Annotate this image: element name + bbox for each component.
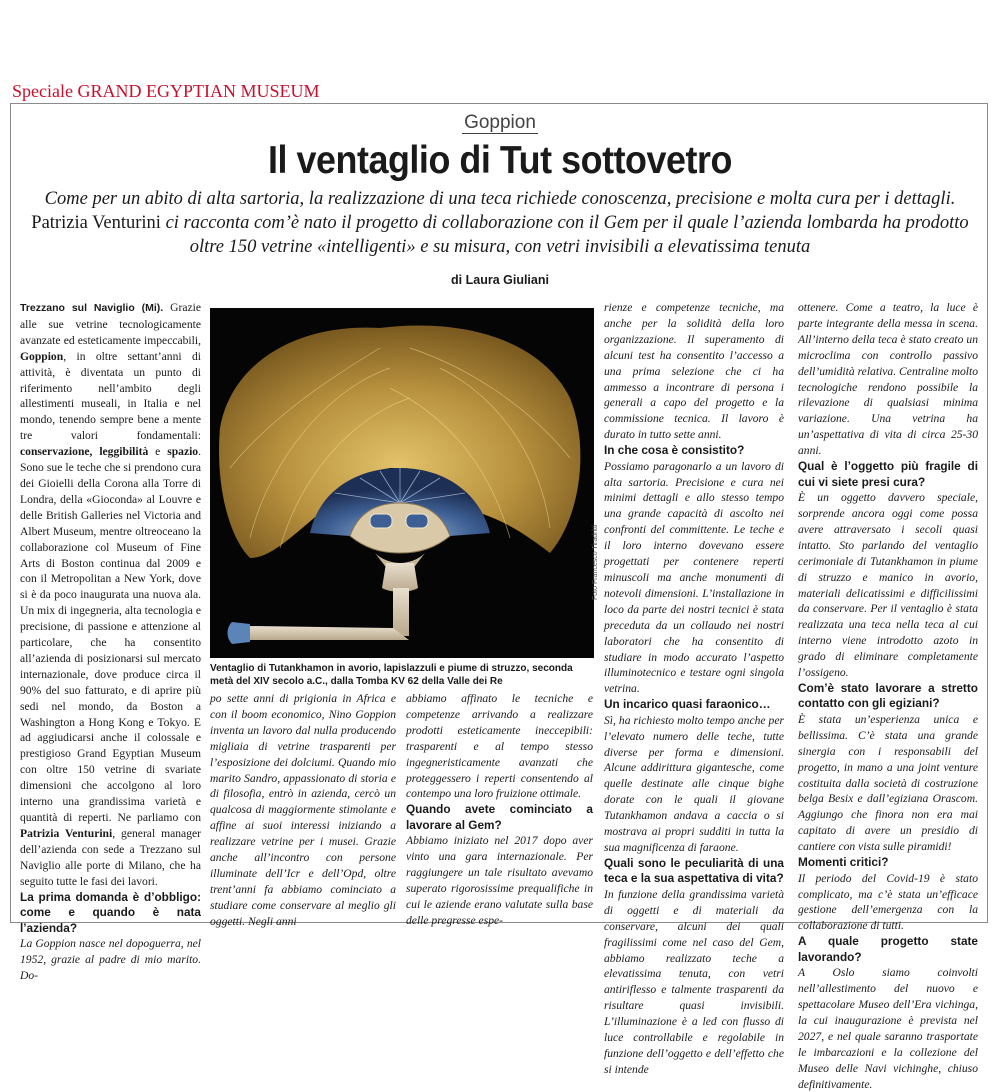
answer-1-end: abbiamo affinato le tecniche e competenze arrivando a realizzare prodotti esteticamente ineccepibili: trasparenti e al tempo stesso ingegneristicamente avanzati che proteggessero i reperti consentendo al contempo una loro fruizione ottimale. bbox=[406, 692, 593, 801]
question-9: A quale progetto state lavorando? bbox=[798, 934, 978, 964]
byline: di Laura Giuliani bbox=[451, 273, 549, 287]
standfirst bbox=[30, 187, 970, 259]
fan-handle bbox=[393, 588, 409, 636]
answer-2-end: rienze e competenze tecniche, ma anche per la solidità della loro organizzazione. Il superamento di alcuni test ha consentito l’accesso a una prima selezione che ci ha ammesso a incontrare di persona i generali a capo del progetto e la commissione tecnica. Il lavoro è durato in tutto sette anni. bbox=[604, 301, 784, 442]
interviewee-name: Patrizia Venturini bbox=[20, 826, 113, 840]
question-8: Momenti critici? bbox=[798, 855, 889, 870]
headline: Il ventaglio di Tut sottovetro bbox=[268, 139, 732, 182]
question-2: Quando avete cominciato a lavorare al Gem? bbox=[406, 802, 593, 832]
question-1: La prima domanda è d’obbligo: come e quando è nata l’azienda? bbox=[20, 889, 201, 935]
answer-3: Possiamo paragonarlo a un lavoro di alta sartoria. Precisione e cura nei minimi dettagli e allo stesso tempo una grande capacità di ascolto nei confronti del committente. Le teche e il loro interno dovevano essere progettati per contenere reperti minuscoli ma anche monumenti di notevoli dimensioni. L’installazione in loco da parte dei nostri tecnici è stata preceduta da un collaudo nei nostri laboratori che ha consentito di studiare in modo accurato l’aspetto illuminotecnico e testare ogni singola vetrina. bbox=[604, 459, 784, 696]
text: , general manager dell’azienda con sede a Trezzano sul Naviglio alle porte di Milano, che ha seguito tutte le fasi dei lavori. bbox=[20, 826, 201, 888]
answer-5: In funzione della grandissima varietà di oggetti e di materiali da conservare, alcuni dei quali fragilissimi come nel caso del Gem, abbiamo realizzato teche a elevatissima tenuta, con vetri antiriflesso e talmente trasparenti da risultare quasi invisibili. L’illuminazione è a led con flusso di luce controllabile e regolabile in funzione dell’oggetto e dell’effetto che si intende bbox=[604, 887, 784, 1076]
values-bold: spazio bbox=[167, 445, 199, 459]
column-5 bbox=[798, 300, 978, 1092]
standfirst-rest: ci racconta com’è nato il progetto di collaborazione con il Gem per il quale l’azienda lombarda ha prodotto oltre 150 vetrine «intelligenti» e su misura, con vetri invisibili a elevatissima tenuta bbox=[160, 213, 969, 257]
answer-2: Abbiamo iniziato nel 2017 dopo aver vinto una gara internazionale. Per raggiungere un tale risultato avevamo superato rigorosissime prequalifiche in cui le aziende erano valutate sulla base delle pregresse espe- bbox=[406, 834, 593, 927]
question-5: Quali sono le peculiarità di una teca e la sua aspettativa di vita? bbox=[604, 855, 784, 886]
answer-7: È stata un’esperienza unica e bellissima. C’è stata una grande sinergia con i responsabili del progetto, in mano a una joint venture costituita dalla società di costruzione belga Besix e dall’egiziana Orascom. Aggiungo che finora non era mai capitato di avere un presidio di cantiere con vista sulle piramidi! bbox=[798, 712, 978, 854]
fan-handle-collar bbox=[382, 563, 418, 592]
handle-knob bbox=[228, 622, 251, 644]
answer-5-end: ottenere. Come a teatro, la luce è parte integrante della messa in scena. All’interno della teca è stato creato un microclima con controllo passivo dell’umidità relativa. Centraline molto tecnologiche rendono possibile la rilevazione di qualsiasi minima variazione. Una vetrina ha un’aspettativa di vita di circa 25-30 anni. bbox=[798, 301, 978, 458]
question-3: In che cosa è consistito? bbox=[604, 443, 745, 458]
column-1 bbox=[20, 300, 201, 984]
answer-8: Il periodo del Covid-19 è stato complicato, ma c’è stata un’efficace gestione dell’emergenza con la collaborazione di tutti. bbox=[798, 871, 978, 933]
text: Grazie alle sue vetrine tecnologicamente avanzate ed esteticamente impeccabili, bbox=[20, 301, 201, 347]
question-6: Qual è l’oggetto più fragile di cui vi siete presi cura? bbox=[798, 459, 978, 489]
column-3 bbox=[406, 691, 593, 929]
column-4 bbox=[604, 300, 784, 1078]
section-label: Speciale GRAND EGYPTIAN MUSEUM bbox=[12, 81, 320, 101]
answer-1: La Goppion nasce nel dopoguerra, nel 1952, grazie al padre di mio marito. Do- bbox=[20, 937, 201, 982]
kicker bbox=[0, 112, 1000, 134]
tutankhamun-fan-image bbox=[210, 308, 594, 658]
column-2 bbox=[210, 691, 396, 930]
fan-handle-horizontal bbox=[250, 626, 409, 640]
text: e bbox=[148, 445, 168, 459]
answer-9: A Oslo siamo coinvolti nell’allestimento del nuovo e spettacolare Museo dell’Era vichinga, la cui inaugurazione è prevista nel 2027, e nel quale saranno trasportate le imbarcazioni e la collezione del Museo delle Navi vichinghe, chiuso definitivamente. bbox=[798, 966, 978, 1091]
standfirst-line1: Come per un abito di alta sartoria, la realizzazione di una teca richiede conoscenza, precisione e molta cura per i dettagli. bbox=[44, 189, 956, 209]
text: . Sono sue le teche che si prendono cura dei Gioielli della Corona alla Torre di Londra, della «Gioconda» al Louvre e delle British Galleries nel Victoria and Albert Museum, mentre oltreoceano la collaborazione col Museum of Fine Arts di Boston continua dal 2009 e con il Metropolitan a New York, dove si è da poco inaugurata una nuova ala. Un mix di ingegneria, alta tecnologia e precisione, di passione e attenzione al particolare, che ha consentito all’azienda di posizionarsi sul mercato internazionale, dove produce circa il 90% del suo fatturato, e di aprire più sedi nel mondo, da Boston a Washington a Hong Kong e Tokyo. E ad aggiudicarsi anche il colossale e prestigioso Grand Egyptian Museum con oltre 150 vetrine di svariate dimensioni che accolgono al loro interno una grandissima varietà e quantità di reperti. Ne parliamo con bbox=[20, 445, 202, 824]
answer-6: È un oggetto davvero speciale, sorprende ancora oggi come possa avere attraversato i secoli quasi intatto. Sto parlando del ventaglio cerimoniale di Tutankhamon in piume di struzzo e manico in avorio, materiali delicatissimi e difficilissimi da conservare. Per il ventaglio è stata realizzata una teca nella teca al cui interno viene introdotto azoto in grado di eliminare completamente l’ossigeno. bbox=[798, 491, 978, 680]
standfirst-name: Patrizia Venturini bbox=[31, 213, 161, 233]
text: , in oltre settant’anni di attività, è diventata un punto di riferimento nell’ambito degli allestimenti museali, in Italia e nel mondo, tenendo sempre bene a mente tre valori fondamentali: bbox=[20, 349, 201, 443]
answer-4: Sì, ha richiesto molto tempo anche per l’elevato numero delle teche, tutte diverse per forma e dimensioni. Alcune addirittura gigantesche, come quelle destinate alle cinque bighe dorate con le quali il giovane Tutankhamon andava a caccia o si mostrava ai propri sudditi in tutta la sua magnificenza di faraone. bbox=[604, 713, 784, 854]
photo-caption: Ventaglio di Tutankhamon in avorio, lapislazzuli e piume di struzzo, seconda metà del XIV secolo a.C., dalla Tomba KV 62 della Valle dei Re bbox=[210, 663, 573, 687]
fan-photo bbox=[210, 308, 594, 658]
values-bold: conservazione, leggibilità bbox=[20, 445, 149, 459]
dateline: Trezzano sul Naviglio (Mi). bbox=[20, 302, 164, 314]
answer-1-cont: po sette anni di prigionia in Africa e con il boom economico, Nino Goppion inventa un lavoro dal nulla producendo migliaia di vetrine trasparenti per l’esposizione dei dolciumi. Quando mio marito Sandro, appassionato di storia e di filosofia, entrò in azienda, cercò un qualcosa di maggiormente stimolante e affine ai suoi interessi iniziando a realizzare vetrine per i musei. Grazie anche all’incontro con persone illuminate dell’Icr e dell’Opd, oltre trent’anni fa abbiamo cominciato a studiare come conservare al meglio gli oggetti. Negli anni bbox=[210, 692, 396, 928]
question-7: Com’è stato lavorare a stretto contatto con gli egiziani? bbox=[798, 680, 978, 711]
photo-credit: Foto Francesco Tiradritti bbox=[592, 524, 599, 600]
question-4: Un incarico quasi faraonico… bbox=[604, 697, 771, 712]
kicker-text: Goppion bbox=[464, 112, 536, 133]
lead-paragraph bbox=[20, 300, 201, 890]
company-name: Goppion bbox=[20, 349, 64, 363]
